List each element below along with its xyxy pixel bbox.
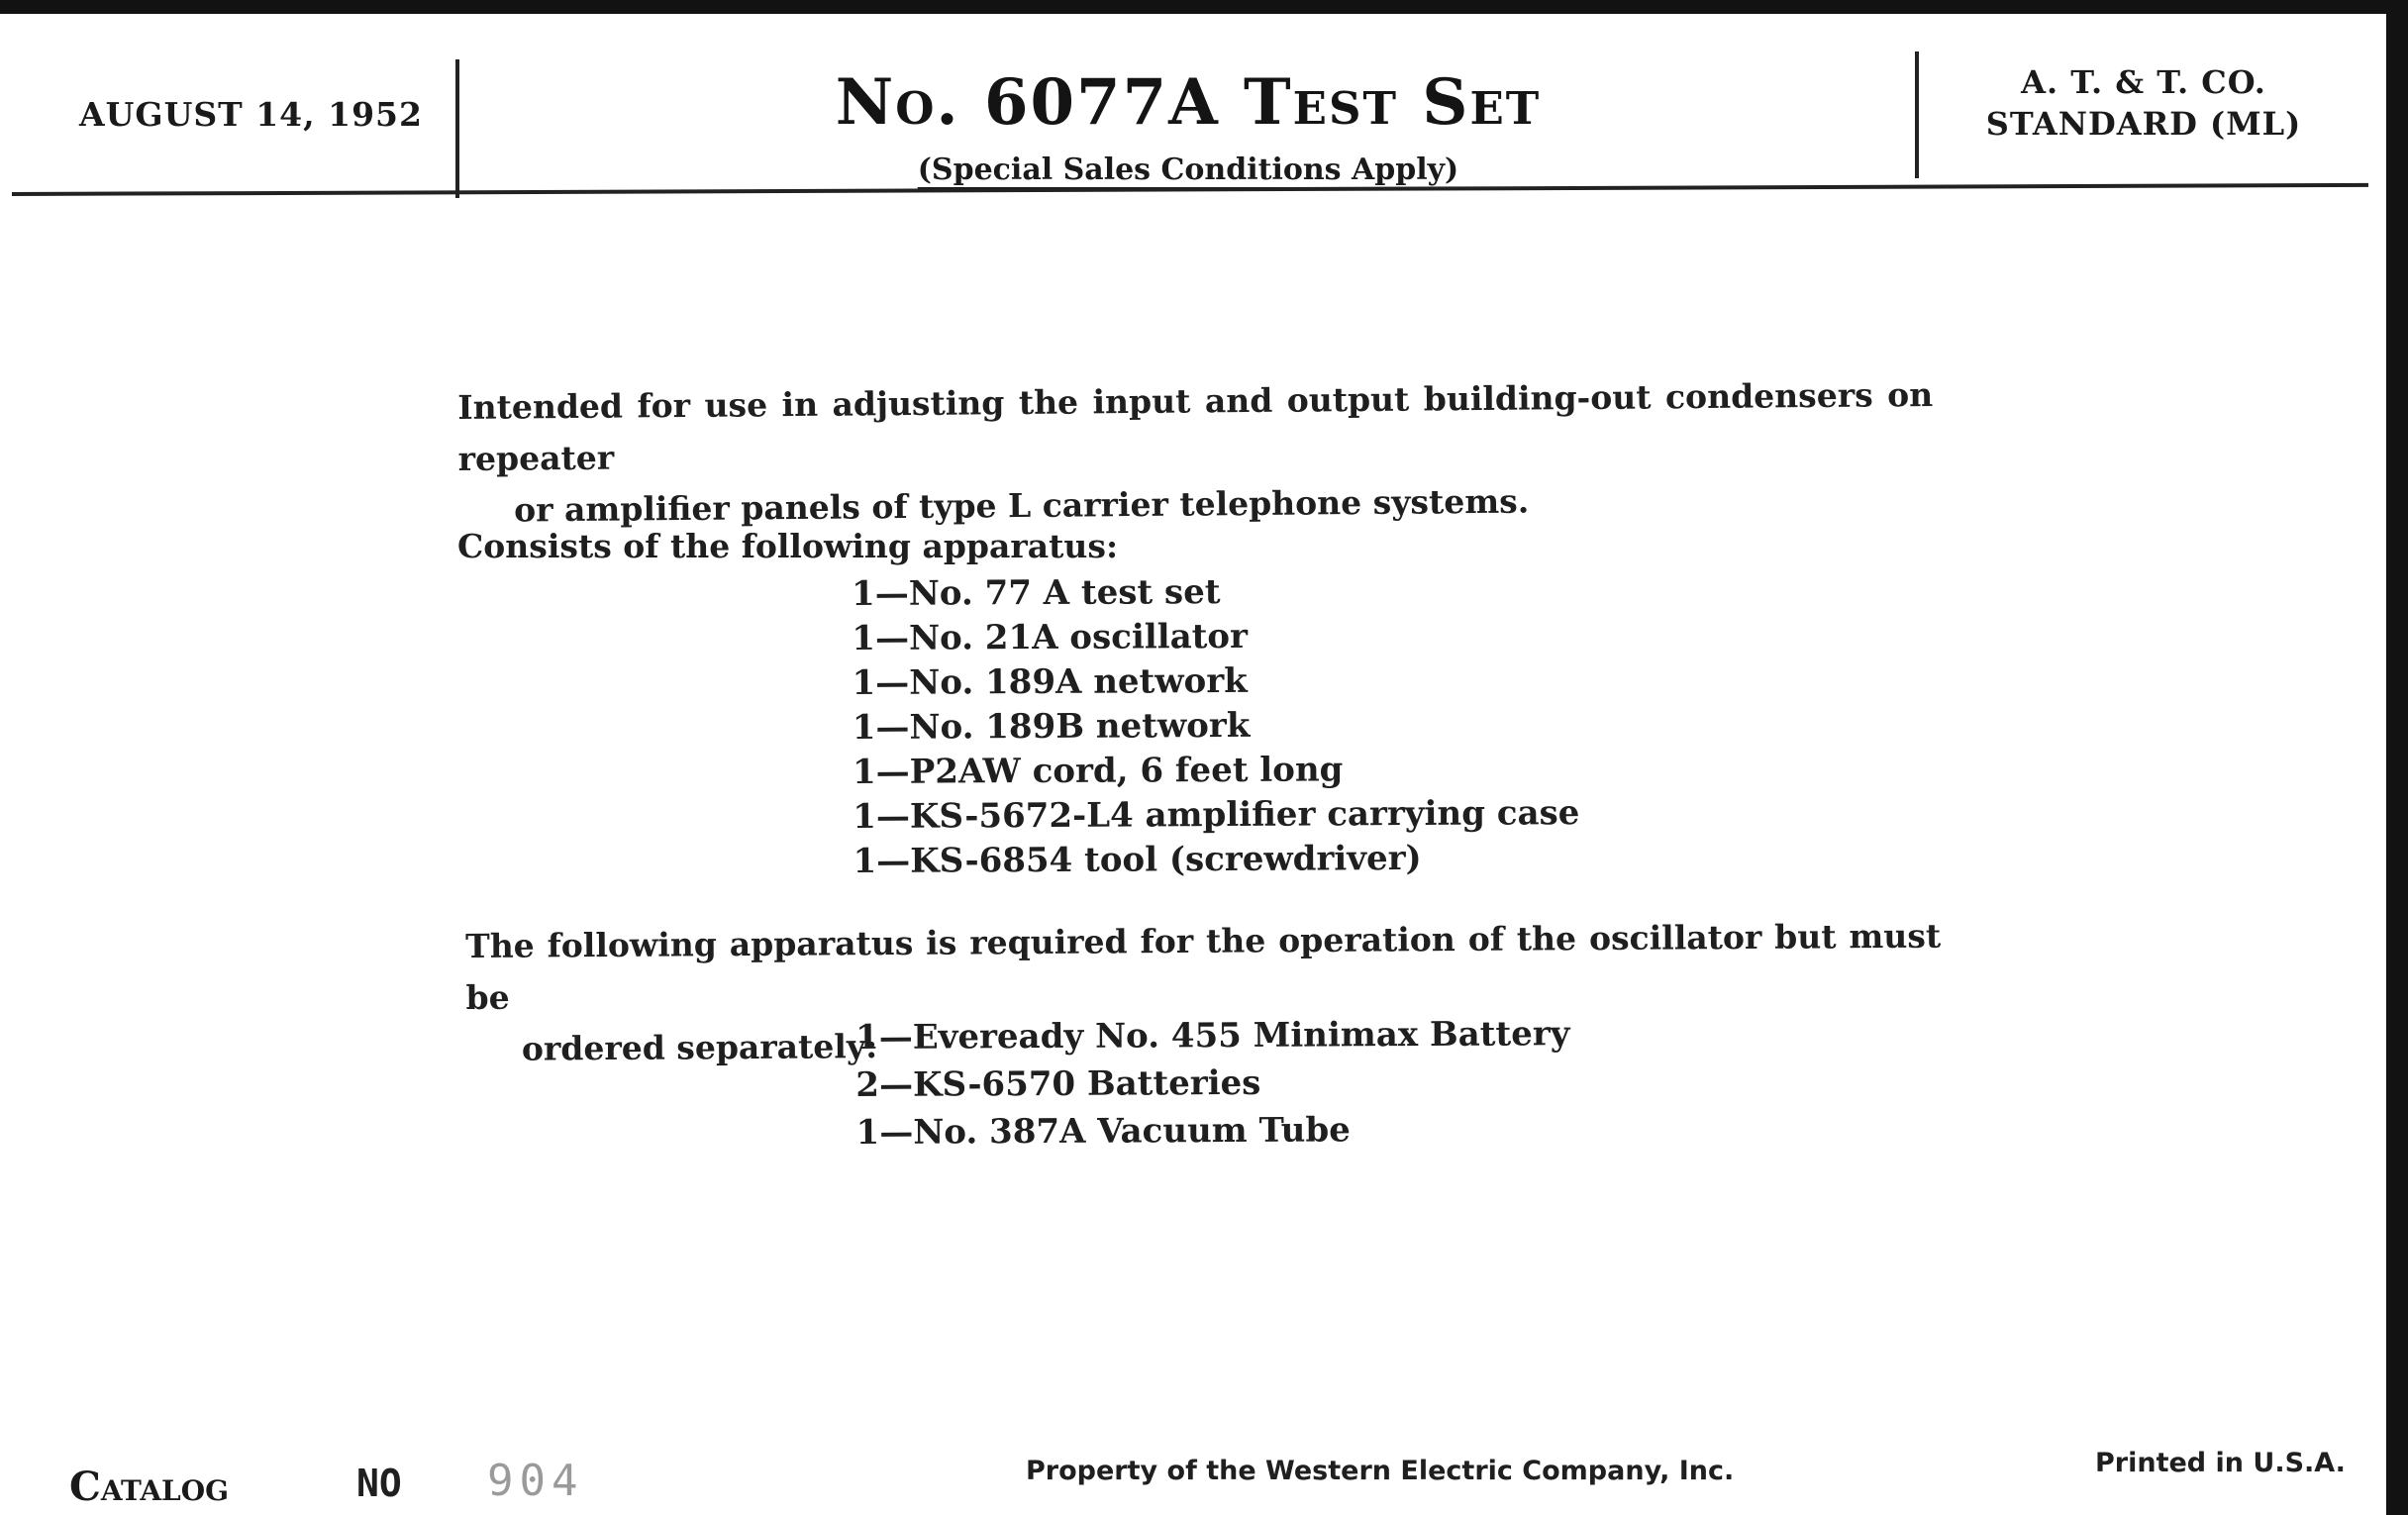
page-title: No. 6077A Test Set — [835, 65, 1542, 140]
standard-block — [1921, 61, 2366, 145]
list-item: 1—No. 189B network — [852, 705, 1251, 748]
printed-notice: Printed in U.S.A. — [2095, 1448, 2346, 1478]
list-item: 1—KS-6854 tool (screwdriver) — [853, 838, 1422, 881]
catalog-card — [0, 14, 2386, 1515]
list-item: 1—Eveready No. 455 Minimax Battery — [855, 1014, 1570, 1058]
standard-line-1: A. T. & T. CO. — [2021, 63, 2266, 101]
list-item: 2—KS-6570 Batteries — [855, 1062, 1261, 1105]
property-notice: Property of the Western Electric Company, Inc. — [1026, 1456, 1735, 1486]
list-item: 1—No. 387A Vacuum Tube — [855, 1110, 1351, 1153]
catalog-label: Catalog — [69, 1464, 230, 1510]
required-items-list — [855, 1010, 1570, 1157]
required-line-1: The following apparatus is required for the operation of the oscillator but must be — [465, 916, 1942, 1017]
list-item: 1—P2AW cord, 6 feet long — [852, 750, 1344, 792]
catalog-no-label: NO — [356, 1462, 402, 1505]
header-divider-left — [455, 59, 459, 198]
intro-paragraph — [457, 369, 1934, 537]
standard-line-2: STANDARD (ML) — [1985, 105, 2302, 143]
list-item: 1—No. 77 A test set — [852, 572, 1221, 614]
list-item: 1—No. 189A network — [852, 660, 1248, 703]
subtitle-text: (Special Sales Conditions Apply) — [917, 152, 1459, 187]
page-subtitle — [465, 152, 1911, 187]
intro-line-1: Intended for use in adjusting the input and output building-out condensers on repeater — [457, 374, 1934, 478]
header-divider-right — [1915, 51, 1919, 178]
header-date: AUGUST 14, 1952 — [79, 95, 423, 134]
list-item: 1—KS-5672-L4 amplifier carrying case — [853, 793, 1580, 837]
intro-line-2: or amplifier panels of type L carrier telephone systems. — [513, 481, 1530, 530]
apparatus-list — [852, 568, 1580, 884]
consists-heading: Consists of the following apparatus: — [457, 527, 1119, 565]
required-line-2: ordered separately: — [521, 1027, 878, 1068]
catalog-number: 904 — [487, 1456, 584, 1506]
list-item: 1—No. 21A oscillator — [852, 616, 1249, 658]
